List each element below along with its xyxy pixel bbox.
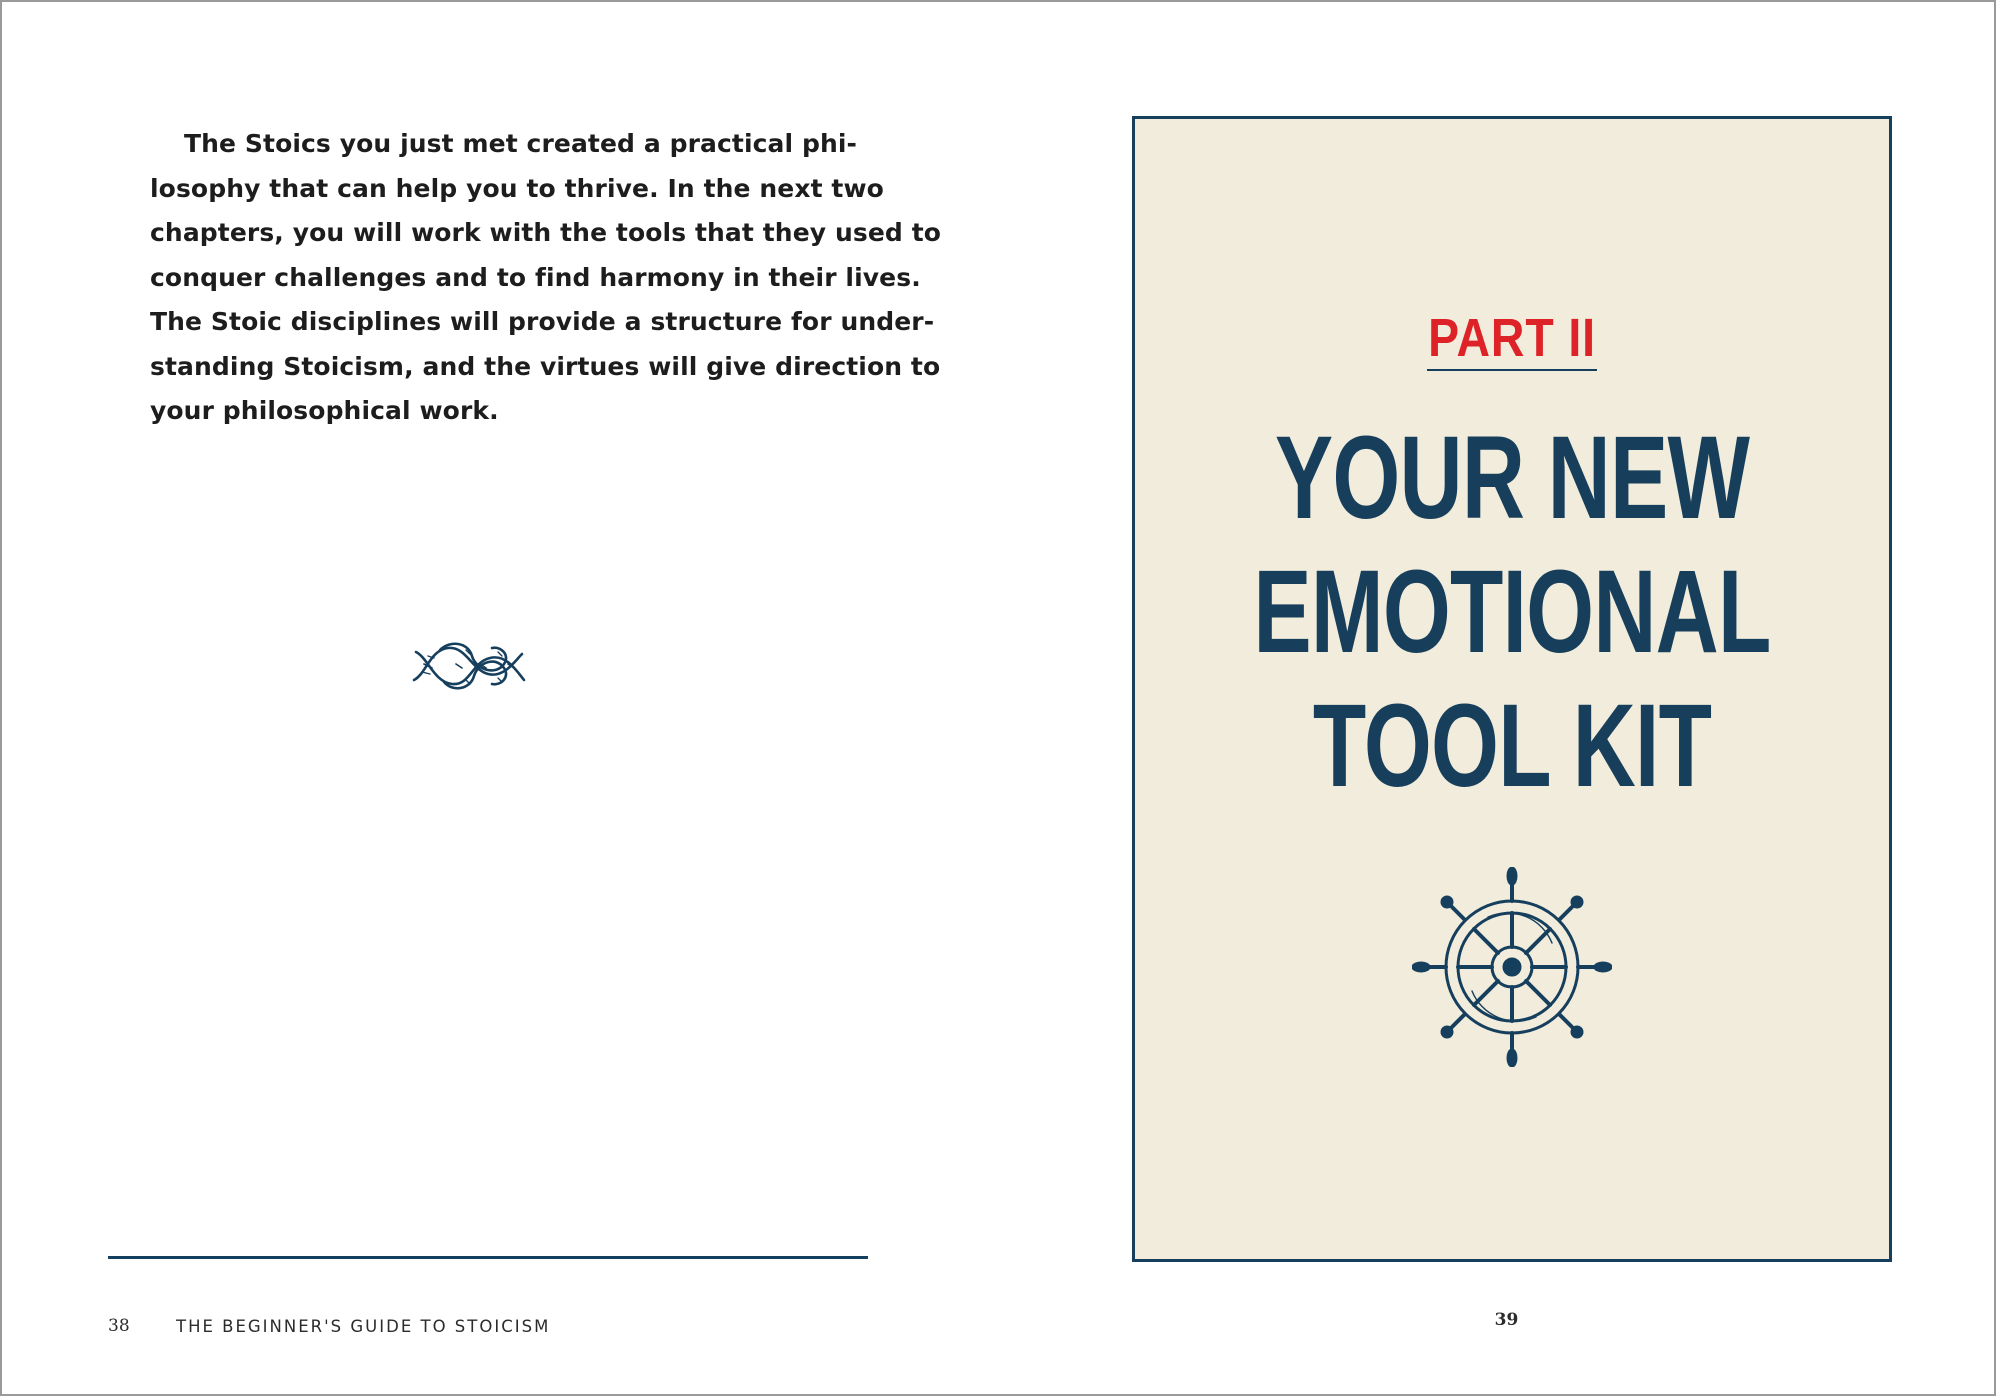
part-title (1233, 411, 1791, 813)
part-label: PART II (1428, 308, 1596, 368)
ship-wheel-icon (1412, 867, 1612, 1067)
running-head: THE BEGINNER'S GUIDE TO STOICISM (176, 1317, 551, 1336)
part-underline (1427, 369, 1597, 371)
paragraph-line: chapters, you will work with the tools that they used to (150, 218, 942, 247)
paragraph-line: your philosophical work. (150, 396, 499, 425)
title-line: YOUR NEW (1274, 412, 1750, 544)
paragraph-line: losophy that can help you to thrive. In the next two (150, 173, 884, 203)
part-opener-panel (1132, 116, 1892, 1262)
paragraph-line: The Stoic disciplines will provide a structure for under- (150, 307, 935, 336)
right-page (998, 2, 1994, 1394)
paragraph-line: The Stoics you just met created a practical phi- (184, 129, 858, 158)
left-page (2, 2, 998, 1394)
paragraph-line: conquer challenges and to find harmony in their lives. (150, 262, 921, 292)
square-knot-icon (410, 634, 528, 698)
paragraph-line: standing Stoicism, and the virtues will give direction to (150, 351, 941, 381)
page-number: 38 (108, 1316, 130, 1336)
title-line: EMOTIONAL (1253, 546, 1771, 678)
page-number: 39 (1494, 1310, 1519, 1330)
footer-rule (108, 1256, 868, 1259)
intro-paragraph (150, 122, 942, 434)
title-line: TOOL KIT (1312, 680, 1712, 812)
